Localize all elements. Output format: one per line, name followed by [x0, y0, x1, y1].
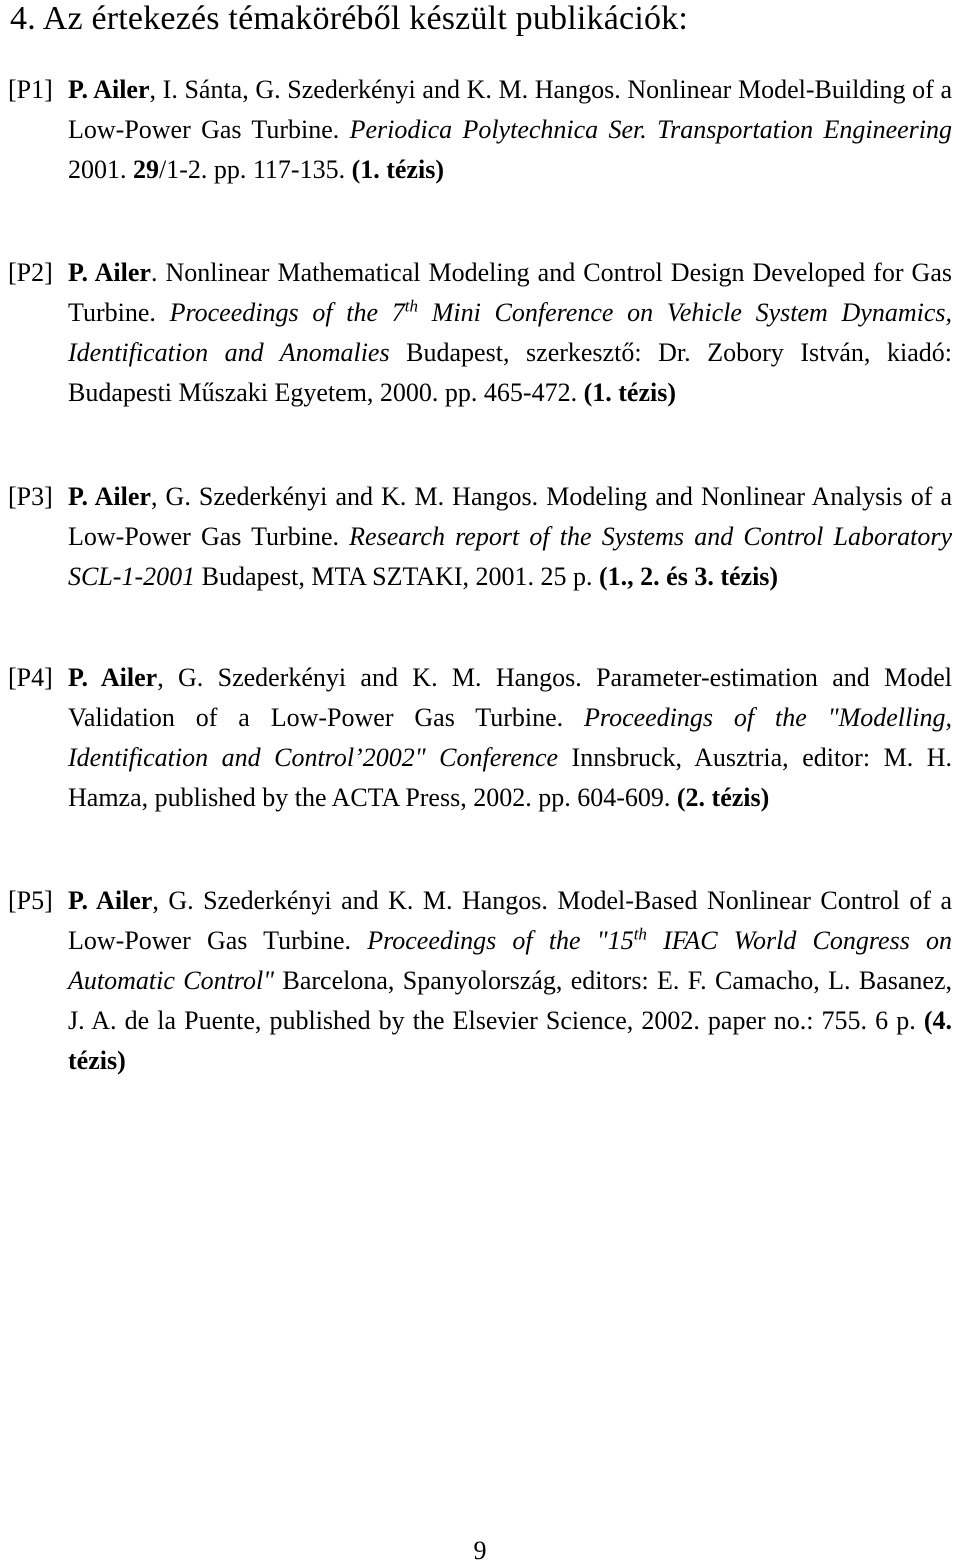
publication-venue: Proceedings of the "15th IFAC World Congress on Automatic Control"	[68, 924, 953, 995]
author-highlight: P. Ailer	[68, 258, 151, 287]
author-highlight: P. Ailer	[68, 482, 151, 511]
volume: 29	[133, 155, 159, 184]
authors: , I. Sánta, G. Szederkényi and K. M. Hangos.	[149, 75, 628, 104]
superscript: th	[404, 296, 418, 316]
authors: , G. Szederkényi and K. M. Hangos.	[150, 482, 547, 511]
publication-label: [P5]	[8, 886, 53, 915]
publication-venue: Periodica Polytechnica Ser. Transportation Engineering	[349, 115, 952, 144]
publication-p3	[0, 477, 952, 597]
thesis-ref: (1. tézis)	[351, 155, 444, 184]
publication-details: Barcelona, Spanyolország, editors: E. F. Camacho, L. Basanez, J. A. de la Puente, published by the Elsevier Science, 2002. paper no.: 755. 6 p.	[68, 966, 952, 1035]
page-number: 9	[473, 1536, 487, 1565]
publication-label: [P2]	[8, 258, 53, 287]
publication-p2	[0, 253, 952, 413]
thesis-ref: (2. tézis)	[676, 783, 770, 812]
publication-details: Budapest, MTA SZTAKI, 2001. 25 p.	[195, 562, 600, 591]
publication-details-2: /1-2. pp. 117-135.	[159, 155, 352, 184]
thesis-ref: (4. tézis)	[68, 1006, 952, 1075]
publication-title: Model-Based Nonlinear Control of a Low-Power Gas Turbine.	[68, 886, 953, 955]
publication-label: [P4]	[8, 663, 53, 692]
author-highlight: P. Ailer	[68, 75, 150, 104]
thesis-ref: (1., 2. és 3. tézis)	[599, 562, 779, 591]
section-heading: 4. Az értekezés témaköréből készült publikációk:	[10, 0, 689, 37]
publication-label: [P3]	[8, 482, 53, 511]
publication-p1	[0, 70, 952, 190]
thesis-ref: (1. tézis)	[583, 378, 677, 407]
publication-title: Nonlinear Model-Building of a Low-Power Gas Turbine.	[68, 75, 952, 144]
publication-details: 2001.	[68, 155, 133, 184]
publication-p5	[0, 881, 952, 1081]
publication-venue: Proceedings of the 7th Mini Conference on Vehicle System Dynamics, Identification and Anomalies	[68, 296, 953, 367]
superscript: th	[633, 924, 647, 944]
publication-details: Innsbruck, Ausztria, editor: M. H. Hamza, published by the ACTA Press, 2002. pp. 604-609.	[68, 743, 952, 812]
publication-details: Budapest, szerkesztő: Dr. Zobory István, kiadó: Budapesti Műszaki Egyetem, 2000. pp. 465-472.	[68, 338, 952, 407]
publication-title: Parameter-estimation and Model Validation of a Low-Power Gas Turbine.	[68, 663, 952, 732]
publication-p4	[0, 658, 952, 818]
publication-title: Nonlinear Mathematical Modeling and Control Design Developed for Gas Turbine.	[68, 258, 952, 327]
publication-venue: Proceedings of the "Modelling, Identification and Control’2002" Conference	[68, 703, 952, 772]
author-highlight: P. Ailer	[68, 663, 158, 692]
authors: .	[150, 258, 166, 287]
authors: , G. Szederkényi and K. M. Hangos.	[152, 886, 558, 915]
author-highlight: P. Ailer	[68, 886, 153, 915]
publication-title: Modeling and Nonlinear Analysis of a Low-Power Gas Turbine.	[68, 482, 952, 551]
authors: , G. Szederkényi and K. M. Hangos.	[157, 663, 597, 692]
publication-label: [P1]	[8, 75, 53, 104]
publication-venue: Research report of the Systems and Control Laboratory SCL-1-2001	[68, 522, 952, 591]
